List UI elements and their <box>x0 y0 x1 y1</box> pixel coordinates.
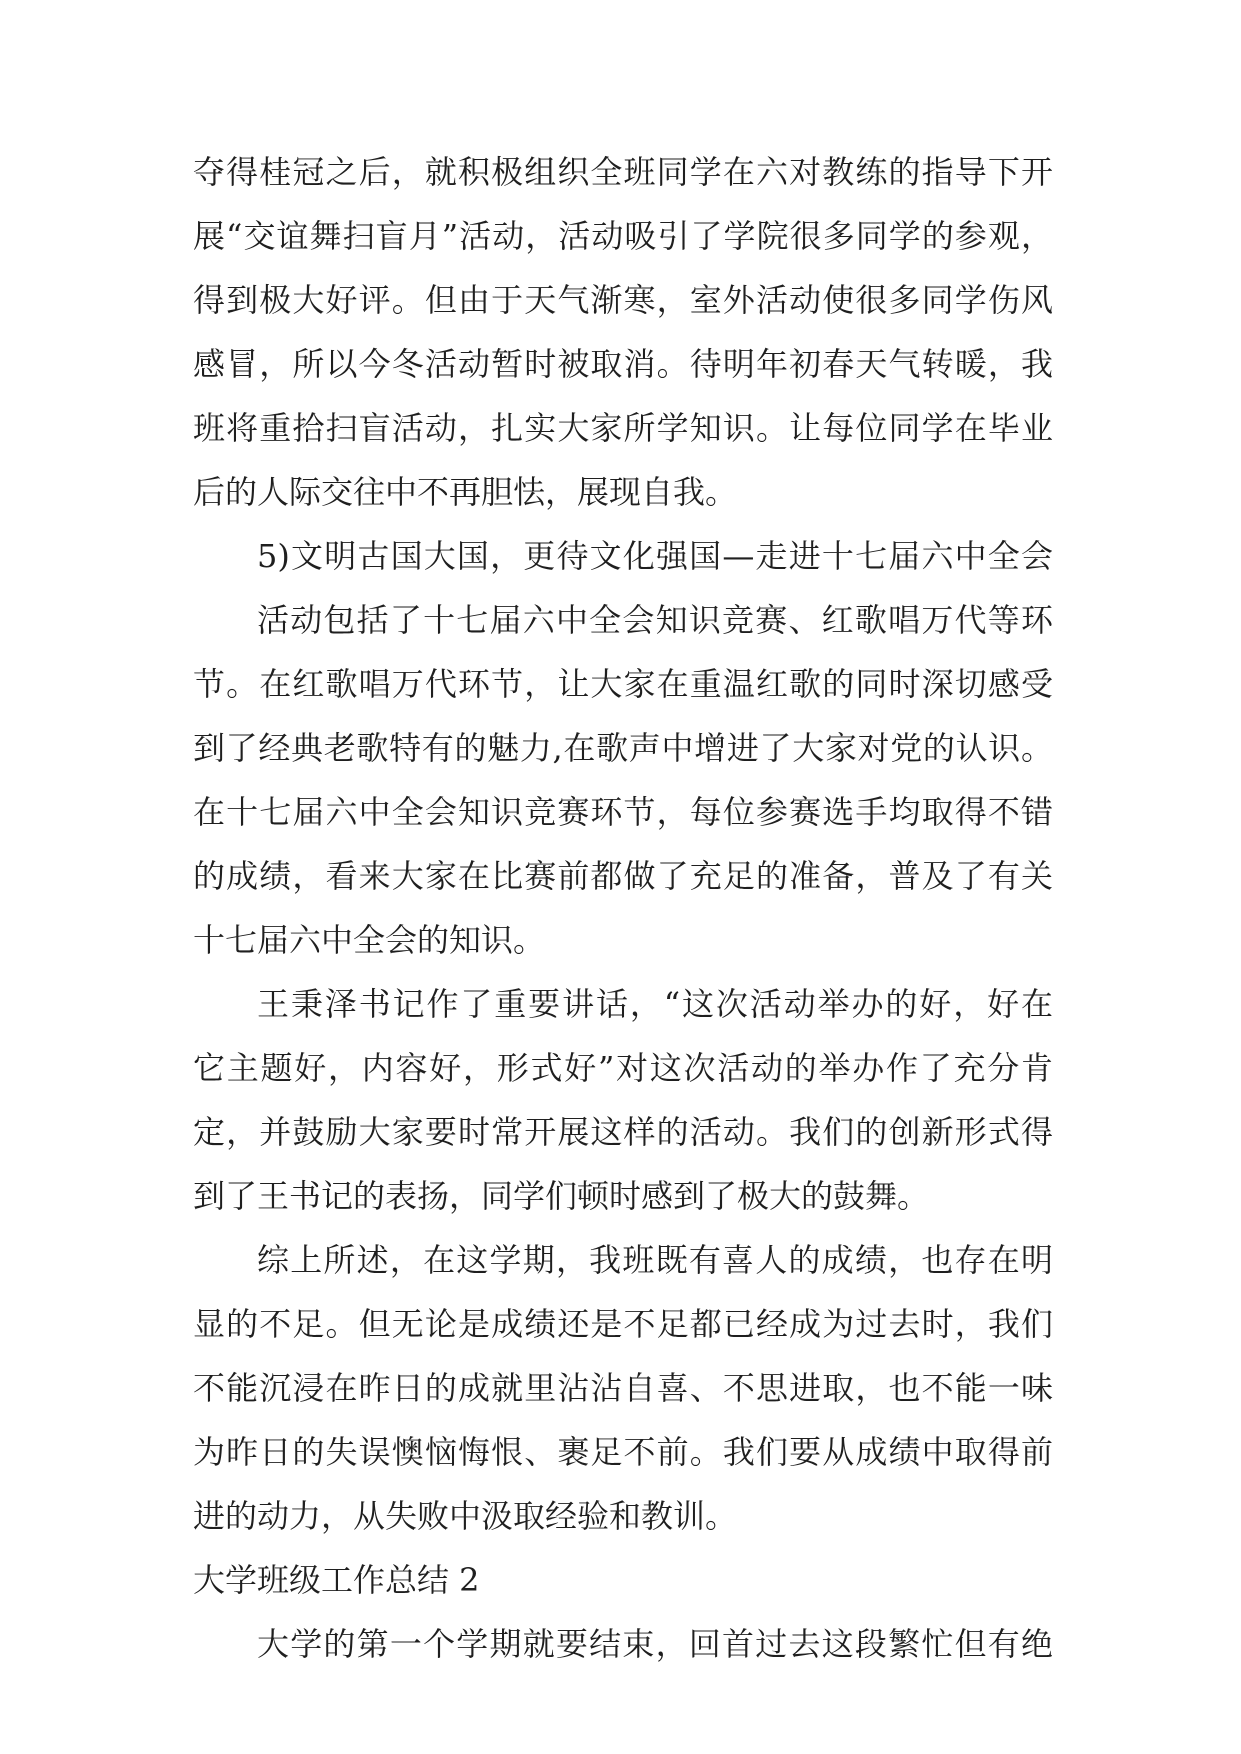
body-text-line: 不能沉浸在昨日的成就里沾沾自喜、不思进取，也不能一味 <box>193 1369 1053 1407</box>
body-text-line: 综上所述，在这学期，我班既有喜人的成绩，也存在明 <box>257 1241 1053 1279</box>
body-text-line: 十七届六中全会的知识。 <box>193 921 546 959</box>
body-text-line: 后的人际交往中不再胆怯，展现自我。 <box>193 473 738 511</box>
body-text-line: 定，并鼓励大家要时常开展这样的活动。我们的创新形式得 <box>193 1113 1053 1151</box>
body-text-line: 为昨日的失误懊恼悔恨、裹足不前。我们要从成绩中取得前 <box>193 1433 1053 1471</box>
body-text-line: 进的动力，从失败中汲取经验和教训。 <box>193 1497 738 1535</box>
body-text-line: 王秉泽书记作了重要讲话，“这次活动举办的好，好在 <box>257 985 1053 1023</box>
body-text-line: 得到极大好评。但由于天气渐寒，室外活动使很多同学伤风 <box>193 281 1053 319</box>
body-text-line: 节。在红歌唱万代环节，让大家在重温红歌的同时深切感受 <box>193 665 1053 703</box>
body-text-line: 夺得桂冠之后，就积极组织全班同学在六对教练的指导下开 <box>193 153 1053 191</box>
body-text-line: 班将重拾扫盲活动，扎实大家所学知识。让每位同学在毕业 <box>193 409 1053 447</box>
body-text-line: 到了经典老歌特有的魅力,在歌声中增进了大家对党的认识。 <box>193 729 1053 767</box>
section-heading: 大学班级工作总结 2 <box>193 1561 480 1599</box>
body-text-line: 显的不足。但无论是成绩还是不足都已经成为过去时，我们 <box>193 1305 1053 1343</box>
body-text-line: 感冒，所以今冬活动暂时被取消。待明年初春天气转暖，我 <box>193 345 1053 383</box>
body-text-line: 的成绩，看来大家在比赛前都做了充足的准备，普及了有关 <box>193 857 1053 895</box>
section-subheading: 5)文明古国大国，更待文化强国—走进十七届六中全会 <box>257 537 1053 575</box>
body-text-line: 它主题好，内容好，形式好”对这次活动的举办作了充分肯 <box>193 1049 1053 1087</box>
body-text-line: 展“交谊舞扫盲月”活动，活动吸引了学院很多同学的参观， <box>193 217 1053 255</box>
body-text-line: 大学的第一个学期就要结束，回首过去这段繁忙但有绝 <box>257 1625 1053 1663</box>
body-text-line: 活动包括了十七届六中全会知识竞赛、红歌唱万代等环 <box>257 601 1053 639</box>
body-text-line: 到了王书记的表扬，同学们顿时感到了极大的鼓舞。 <box>193 1177 930 1215</box>
body-text-line: 在十七届六中全会知识竞赛环节，每位参赛选手均取得不错 <box>193 793 1053 831</box>
